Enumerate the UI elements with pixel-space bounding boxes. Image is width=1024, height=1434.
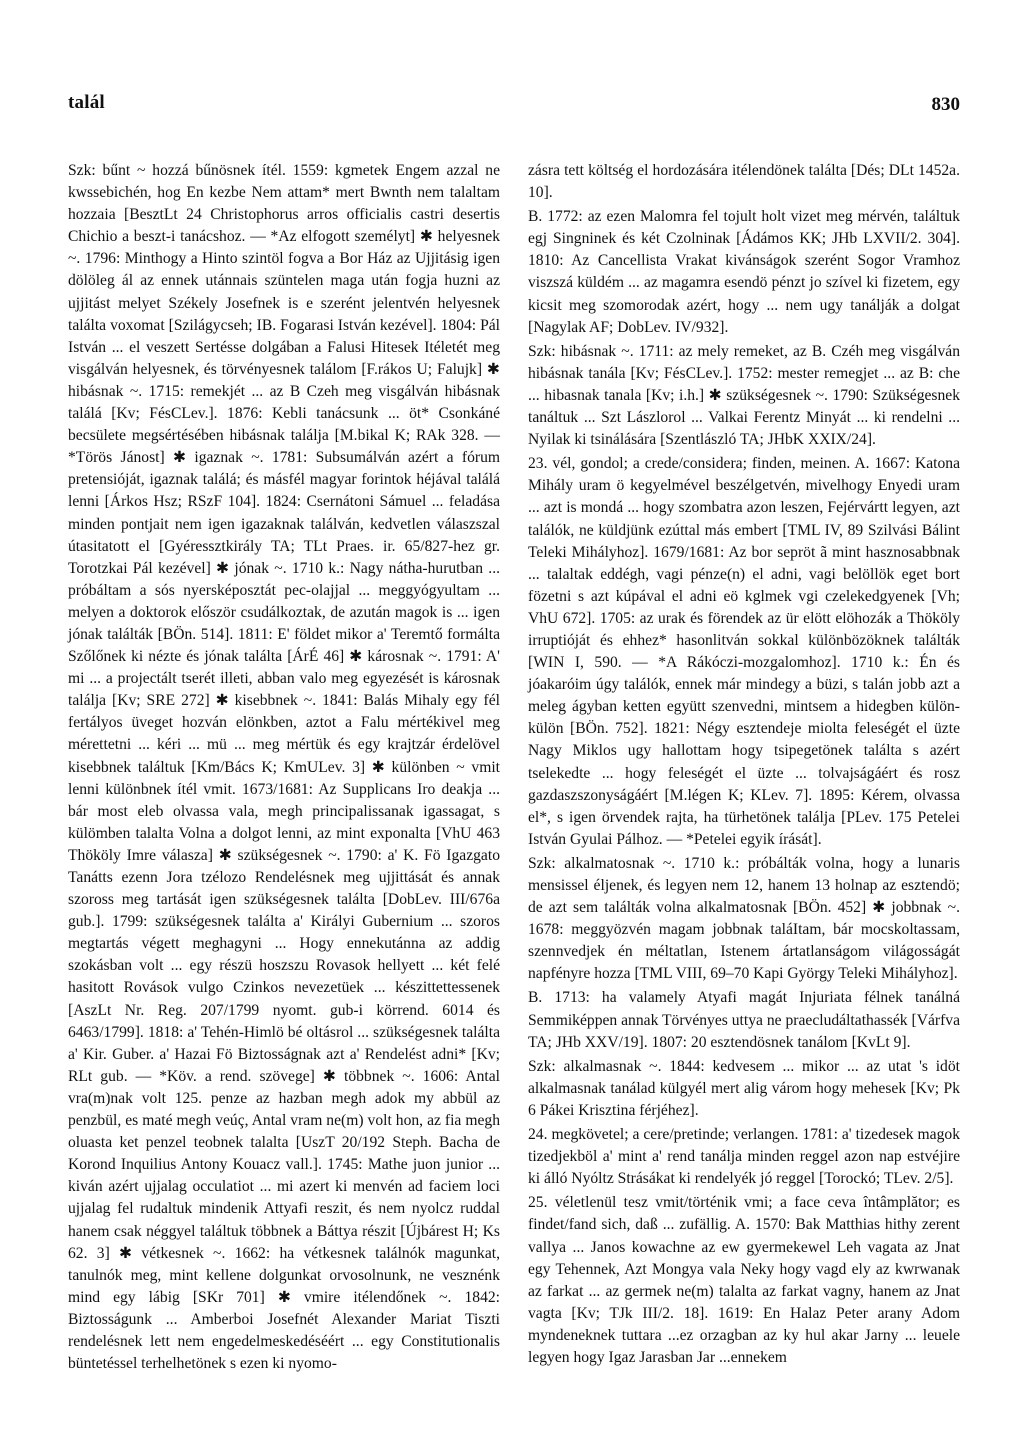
entry-paragraph: Szk: bűnt ~ hozzá bűnösnek ítél. 1559: kgmetek Engem azzal ne kwssebichén, hog En kezbe Nem attam* mert Bwnth nem talaltam hozzaia [BesztLt 24 Christophorus arros officialis castri desertis Chichio a beszt-i tanácshoz. — *Az elfogott személyt] ✱ helyesnek ~. 1796: Minthogy a Hinto szintöl fogva a Bor Ház az Ujjitásig igen dölöleg ál az ennek utánnais szüntelen maga után fogja huzni az ujjitást melyet Székely Josefnek is e szerént jelentvén helyesnek találta voxomat [Szilágycseh; IB. Fogarasi István kezével]. 1804: Pál István ... el veszett Sertésse dolgában a Falusi Hitesek Itéletét meg visgálván helyesnek, és törvényesnek találom [F.rákos U; Falujk] ✱ hibásnak ~. 1715: remekjét ... az B Czeh meg visgálván hibásnak találá [Kv; FésCLev.]. 1876: Kebli tanácsunk ... öt* Csonkáné becsülete megsértésében hibásnak találja [M.bikal K; RAk 328. — *Törös Jánost] ✱ igaznak ~. 1781: Subsumálván azért a fórum pretensióját, igaznak találá; és másfél magyar forintok héjával találá lenni [Árkos Hsz; RSzF 104]. 1824: Csernátoni Sámuel ... feladása minden pontjait nem igen igazaknak találván, kedvetlen válaszszal útasitatott el [Gyéressztkirály TA; TLt Praes. ir. 65/827-hez gr. Torotzkai Pál kezével] ✱ jónak ~. 1710 k.: Nagy nátha-hurutban ... próbáltam a sós nyersképosztát pec-olajjal ... meggyógyultam ... melyen a doktorok először csudálkoztak, de azután magok is ... igen jónak találták [BÖn. 514]. 1811: E' földet mikor a' Teremtő formálta Szőlőnek ki nézte és jónak találta [ÁrÉ 46] ✱ károsnak ~. 1791: A' mi ... a projectált tserét illeti, abban valo meg egyezését is károsnak találja [Kv; SRE 272] ✱ kisebbnek ~. 1841: Balás Mihaly egy fél fertályos üveget hozván elönkben, aztot a Falu mértékivel meg mérettetni ... kéri ... mü ... meg mértük és egy krajtzár érdelövel kisebbnek találtuk [Km/Bács K; KmULev. 3] ✱ különben ~ vmit lenni különbnek ítél vmit. 1673/1681: Az Supplicans Iro deakja ... bár most eleb olvassa vala, megh principalissanak igassagat, s külömben talalta Volna a dolgot lenni, az mint exponalta [VhU 463 Thököly Imre válasza] ✱ szükségesnek ~. 1790: a' K. Fö Igazgato Tanátts ezenn Jora tzélozo Rendelésnek meg ujjittását és annak szoross meg tartását igen szükségesnek találta [DobLev. III/676a gub.]. 1799: szükségesnek találta a' Királyi Gubernium ... szoros megtartás végett meghagyni ... Hogy ennekutánna az addig szokásban volt ... egy részü hoszszu Rovasok hellyett ... két felé hasitott Rovások vulgo Czinkos nevezetüek ... készittettessenek [AszLt Nr. Reg. 207/1799 nyomt. gub-i körrend. 6014 és 6463/1799]. 1818: a' Tehén-Himlö bé oltásrol ... szükségesnek találta a' Kir. Guber. a' Hazai Fö Biztosságnak azt a' Rendelést adni* [Kv; RLt gub. — *Köv. a rend. szövege] ✱ többnek ~. 1606: Antal vra(m)nak volt 125. penze az hazban megh adok my abbül az penzbül, es maté megh veúç, Antal vram ne(m) volt hon, az fia megh oluasta ket penzel teobnek talalta [UszT 20/192 Steph. Bacha de Korond Inquilius Antony Kouacz vall.]. 1745: Mathe juon junior ... kiván azért ujjalag occulatiot ... mi azert ki menvén ad faciem loci ujjalag fel rudaltuk mindenik Attyafi reszit, és nem nyolcz ruddal hanem csak néggyel találtuk többnek a Báttya részit [Újbárest H; Ks 62. 3] ✱ vétkesnek ~. 1662: ha vétkesnek találnók magunkat, tanulnók meg, mint kellene dolgunkat orvosolnunk, ne vesznénk mind egy lábig [SKr 701] ✱ vmire itélendőnek ~. 1842: Biztosságunk ... Amberboi Josefnét Alexander Mariat Tiszti rendelésnek lett nem engedelmeskedéséért ... egy Constitutionalis büntetéssel terhelhetönek s ezen ki nyomo- bbox=[68, 162, 500, 1373]
running-headword: talál bbox=[68, 92, 105, 113]
right-column bbox=[528, 160, 960, 1369]
entry-paragraph: zásra tett költség el hordozására itélendönek találta [Dés; DLt 1452a. 10]. bbox=[528, 162, 960, 202]
entry-paragraph: 24. megkövetel; a cere/pretinde; verlangen. 1781: a' tizedesek magok tizedjekböl a' mint a' rend tanálja minden reggel azon nap estvéjire ki álló Nyóltz Strásákat ki rendelyék jó reggel [Torockó; TLev. 2/5]. bbox=[528, 1126, 960, 1188]
entry-paragraph: 25. véletlenül tesz vmit/történik vmi; a face ceva întâmplător; es findet/fand sich, daß ... zufällig. A. 1570: Bak Matthias hithy zerent vallya ... Janos kowachne az ew gyermekewel Leh vagata az Jnat egy Tehennek, Azt Mongya vala Neky hogy vagd ely az kwrwanak az farkat ... az germek ne(m) talalta az farkat vagny, hanem az Jnat vagta [Kv; TJk III/2. 18]. 1619: En Halaz Peter arany Adom myndeneknek tuttara ...ez orzagban az ky hul akar Jarny ... leuele legyen hogy Igaz Jarasban Jar ...ennekem bbox=[528, 1194, 960, 1366]
left-column bbox=[68, 160, 500, 1375]
entry-paragraph: B. 1772: az ezen Malomra fel tojult holt vizet meg mérvén, találtuk egj Singninek és két Czolninak [Ádámos KK; JHb LXVII/2. 304]. 1810: Az Cancellista Vrakat kivánságok szerént Sogor Vramhoz viszszá küldém ... az magamra esendö pénzt jo szível ki fizetem, egy kicsit meg szomorodak azért, hogy ... nem ugy tanálják a dolgat [Nagylak AF; DobLev. IV/932]. bbox=[528, 208, 960, 336]
entry-paragraph: 23. vél, gondol; a crede/considera; finden, meinen. A. 1667: Katona Mihály uram ö kegyelmével beszélgetvén, mivelhogy Enyedi uram ... azt is mondá ... hogy szombatra azon leszen, Fejérvártt legyen, azt találók, ne küldjünk ezúttal más embert [TML IV, 89 Szilvási Bálint Teleki Mihályhoz]. 1679/1681: Az bor sepröt ã mint hasznosabbnak ... talaltak eddégh, vagi pénze(n) el adni, vagi belöllök eget bort fözetni s azt kúpával el adni eö kglmek vgi czelekedgyenek [Vh; VhU 672]. 1705: az urak és förendek az ür elött elöhozák a Thököly irruptióját és ehhez* hasonlitván sokkal különbözöknek találták [WIN I, 590. — *A Rákóczi-mozgalomhoz]. 1710 k.: Én és jóakaróim úgy találók, ennek már mindegy a büzi, s talán jobb azt a meleg ágyban ketten együtt szenvedni, mintsem a hidegben külön-külön [BÖn. 752]. 1821: Négy esztendeje miolta feleségét el üzte Nagy Miklos ugy hallottam hogy tsipegetönek találta s azért tselekedte ... hogy feleségét el üzte ... tolvajságáért és rosz gazdaszszonyságáért [M.légen K; KLev. 7]. 1895: Kérem, olvassa el*, s igen örvendek rajta, ha türhetönek találja [PLev. 175 Petelei István Gyulai Pálhoz. — *Petelei egyik írását]. bbox=[528, 455, 960, 848]
entry-paragraph: Szk: alkalmasnak ~. 1844: kedvesem ... mikor ... az utat 's idöt alkalmasnak tanálad külgyél mert alig várom hogy mehesek [Kv; Pk 6 Pákei Krisztina férjéhez]. bbox=[528, 1057, 960, 1119]
entry-paragraph: B. 1713: ha valamely Atyafi magát Injuriata félnek tanálná Semmiképpen annak Törvényes uttya ne praecludáltathassék [Várfva TA; JHb XXV/19]. 1807: 20 esztendösnek tanálom [KvLt 9]. bbox=[528, 989, 960, 1051]
entry-paragraph: Szk: alkalmatosnak ~. 1710 k.: próbálták volna, hogy a lunaris mensissel éljenek, és legyen nem 12, hanem 13 holnap az esztendö; de azt sem találták volna alkalmatosnak [BÖn. 452] ✱ jobbnak ~. 1678: meggyözvén magam jobbnak taláItam, bár mocskoltassam, szennvedjek én méltatlan, Istenem ártatlanságom világosságát napfényre hozza [TML VIII, 69–70 Kapi György Teleki Mihályhoz]. bbox=[528, 854, 960, 983]
page-number: 830 bbox=[931, 94, 960, 115]
entry-paragraph: Szk: hibásnak ~. 1711: az mely remeket, az B. Czéh meg visgálván hibásnak tanála [Kv; FésCLev.]. 1752: mester remegjet ... az B: che ... hibasnak tanala [Kv; i.h.] ✱ szükségesnek ~. 1790: Szükségesnek tanáltuk ... Szt Lászlorol ... Valkai Ferentz Minyát ... ki rendelni ... Nyilak ki tsinálására [Szentlászló TA; JHbK XXIX/24]. bbox=[528, 342, 960, 449]
